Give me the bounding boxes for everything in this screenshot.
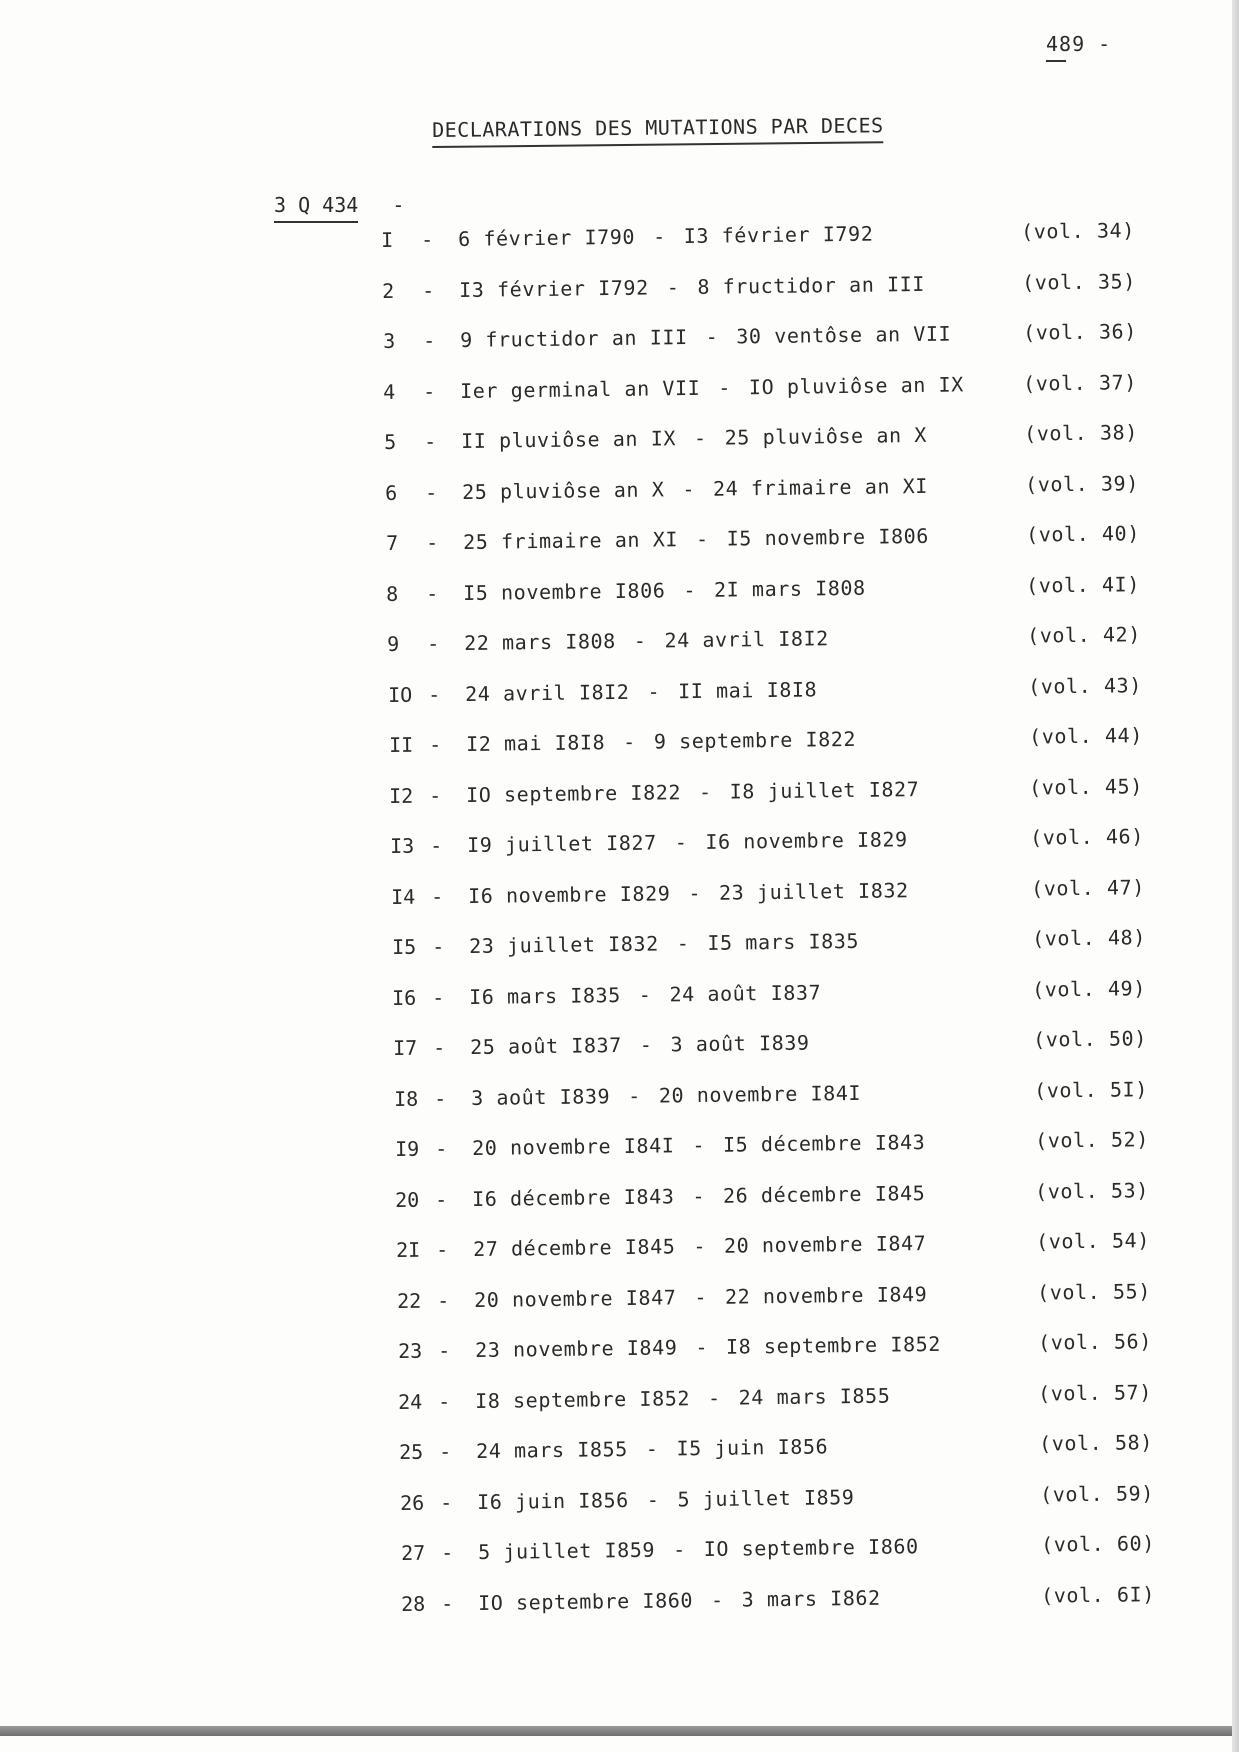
entry-volume: (vol. 49) — [1032, 975, 1147, 1002]
entry-number: 2I — [396, 1237, 421, 1262]
list-item — [394, 1076, 1174, 1116]
list-item — [393, 1026, 1173, 1066]
entry-range-dash: - — [693, 1233, 707, 1259]
entry-separator: - — [429, 782, 442, 807]
entry-number: 9 — [387, 631, 400, 656]
entry-range-dash: - — [699, 779, 713, 804]
list-item — [383, 369, 1163, 409]
entry-date-range — [464, 626, 829, 655]
entry-number: I3 — [390, 833, 415, 858]
entry-volume: (vol. 46) — [1029, 824, 1145, 850]
entry-range-dash: - — [672, 1537, 686, 1562]
entry-number: I5 — [391, 934, 416, 959]
entry-volume: (vol. 48) — [1031, 925, 1146, 951]
entry-separator: - — [423, 378, 436, 403]
entry-volume: (vol. 40) — [1025, 521, 1140, 547]
list-item — [392, 975, 1172, 1015]
list-item — [399, 1430, 1179, 1470]
entry-separator: - — [421, 277, 435, 302]
entry-number: I7 — [393, 1035, 418, 1060]
entry-end-date: I6 novembre I829 — [705, 827, 908, 854]
list-item — [388, 672, 1168, 712]
entry-date-range — [471, 1080, 861, 1109]
entry-date-range — [468, 878, 909, 908]
entry-number: 27 — [400, 1540, 425, 1565]
entry-range-dash: - — [708, 1385, 722, 1410]
entry-volume: (vol. 6I) — [1041, 1581, 1156, 1608]
entry-date-range — [463, 575, 866, 604]
entry-separator: - — [426, 580, 439, 605]
entry-number: I — [381, 227, 394, 252]
entry-separator: - — [425, 530, 438, 555]
entry-number: I8 — [393, 1086, 419, 1111]
entry-start-date: 25 pluviôse an X — [461, 476, 665, 504]
entry-start-date: 22 mars I808 — [463, 629, 616, 655]
entry-end-date: I8 septembre I852 — [725, 1331, 941, 1359]
entry-range-dash: - — [693, 1284, 707, 1309]
entry-range-dash: - — [622, 729, 636, 754]
entry-end-date: 24 août I837 — [669, 979, 822, 1006]
entry-volume: (vol. 38) — [1023, 420, 1139, 446]
list-item — [396, 1228, 1176, 1268]
entry-start-date: 25 frimaire an XI — [462, 527, 678, 554]
entry-end-date: 23 juillet I832 — [718, 877, 909, 905]
entry-volume: (vol. 44) — [1028, 723, 1143, 749]
entry-volume: (vol. 45) — [1029, 773, 1144, 800]
entry-number: I4 — [390, 884, 416, 909]
entry-range-dash: - — [692, 1183, 706, 1208]
entry-date-range — [466, 777, 919, 807]
entry-range-dash: - — [674, 830, 688, 855]
entry-end-date: 2I mars I808 — [714, 575, 867, 602]
entry-date-range — [469, 980, 821, 1009]
list-item — [398, 1329, 1178, 1369]
entry-date-range — [477, 1534, 918, 1564]
entry-end-date: 25 pluviôse an X — [724, 422, 928, 450]
entry-start-date: 23 novembre I849 — [474, 1335, 678, 1362]
entry-date-range — [478, 1585, 881, 1614]
entry-range-dash: - — [683, 577, 697, 602]
entry-range-dash: - — [627, 1083, 641, 1108]
entry-start-date: 25 août I837 — [469, 1033, 622, 1059]
entry-end-date: 3 août I839 — [670, 1030, 810, 1057]
entry-date-range — [474, 1282, 927, 1312]
entry-number: I6 — [392, 985, 417, 1010]
entry-date-range — [465, 677, 817, 706]
page-title: DECLARATIONS DES MUTATIONS PAR DECES — [432, 113, 884, 148]
entry-start-date: I5 novembre I806 — [463, 577, 666, 605]
entry-start-date: I6 mars I835 — [469, 982, 622, 1009]
entry-separator: - — [432, 984, 445, 1009]
entry-date-range — [472, 1181, 925, 1211]
list-item — [381, 218, 1161, 258]
list-item — [386, 571, 1166, 611]
entry-end-date: IO pluviôse an IX — [749, 371, 965, 399]
list-item — [392, 925, 1172, 965]
entry-end-date: 9 septembre I822 — [653, 726, 856, 754]
entry-start-date: 3 août I839 — [470, 1083, 611, 1110]
entry-end-date: I3 février I792 — [683, 221, 874, 249]
entry-start-date: I3 février I792 — [458, 275, 649, 302]
entry-start-date: IO septembre I822 — [466, 779, 682, 807]
entry-range-dash: - — [638, 982, 652, 1007]
entry-volume: (vol. 54) — [1035, 1228, 1151, 1254]
list-item — [390, 824, 1170, 864]
entry-start-date: I2 mai I8I8 — [465, 730, 605, 756]
entry-separator: - — [438, 1439, 452, 1464]
entry-start-date: 24 mars I855 — [475, 1437, 628, 1463]
series-code: 3 Q 434 — [274, 193, 358, 223]
entry-range-dash: - — [676, 931, 690, 956]
entry-separator: - — [430, 883, 444, 908]
list-item — [389, 773, 1169, 813]
entry-separator: - — [431, 934, 444, 959]
entry-date-range — [468, 929, 858, 958]
entry-separator: - — [422, 328, 435, 353]
entry-range-dash: - — [693, 425, 707, 450]
entry-date-range — [477, 1485, 855, 1514]
entry-separator: - — [436, 1287, 450, 1312]
entry-start-date: IO septembre I860 — [478, 1587, 694, 1615]
entry-number: 2 — [381, 278, 395, 303]
entry-number: II — [388, 732, 413, 757]
entry-separator: - — [427, 681, 441, 706]
entry-volume: (vol. 58) — [1038, 1430, 1154, 1456]
list-item — [386, 521, 1166, 561]
entry-range-dash: - — [639, 1032, 653, 1057]
entry-date-range — [465, 727, 855, 756]
entry-volume: (vol. 36) — [1022, 319, 1137, 345]
list-item — [400, 1480, 1180, 1520]
entry-volume: (vol. 43) — [1027, 672, 1142, 699]
entry-start-date: Ier germinal an VII — [460, 375, 701, 403]
entry-start-date: 20 novembre I847 — [473, 1284, 677, 1312]
entry-volume: (vol. 34) — [1020, 218, 1136, 244]
entry-end-date: I5 décembre I843 — [722, 1130, 925, 1157]
entry-volume: (vol. 35) — [1021, 268, 1136, 295]
entry-volume: (vol. 37) — [1023, 369, 1138, 396]
entry-date-range — [471, 1130, 924, 1160]
entry-volume: (vol. 50) — [1032, 1026, 1148, 1052]
entry-end-date: 26 décembre I845 — [723, 1180, 926, 1208]
entry-range-dash: - — [647, 678, 661, 704]
list-item — [384, 420, 1164, 460]
entry-end-date: 20 novembre I84I — [658, 1080, 862, 1108]
entry-separator: - — [437, 1338, 450, 1363]
entry-start-date: 6 février I790 — [457, 224, 636, 251]
entry-number: 5 — [384, 429, 397, 454]
list-item — [389, 723, 1169, 763]
entry-separator: - — [428, 732, 441, 757]
entry-date-range — [458, 222, 874, 251]
scan-right-edge — [1232, 0, 1239, 1752]
entry-start-date: I8 septembre I852 — [475, 1385, 691, 1413]
entry-end-date: I5 juin I856 — [676, 1434, 829, 1461]
entry-separator: - — [423, 429, 437, 454]
entry-number: 8 — [386, 581, 399, 606]
entry-number: 25 — [399, 1439, 424, 1464]
list-item — [383, 319, 1163, 359]
entry-range-dash: - — [705, 324, 718, 349]
entry-date-range — [461, 423, 927, 453]
entry-start-date: I6 novembre I829 — [467, 880, 671, 908]
entry-range-dash: - — [633, 628, 647, 653]
entry-range-dash: - — [718, 374, 732, 400]
entry-end-date: I8 juillet I827 — [729, 776, 920, 804]
entry-date-range — [473, 1231, 926, 1261]
entry-end-date: II mai I8I8 — [677, 676, 818, 703]
list-item — [401, 1531, 1181, 1571]
entry-separator: - — [429, 833, 443, 858]
entry-number: I9 — [394, 1136, 419, 1161]
entry-number: 28 — [401, 1591, 426, 1616]
entry-separator: - — [435, 1237, 449, 1262]
list-item — [385, 470, 1165, 510]
entry-date-range — [475, 1383, 891, 1412]
entry-number: 23 — [397, 1338, 422, 1363]
entry-end-date: 24 avril I8I2 — [664, 626, 829, 653]
entry-separator: - — [424, 479, 438, 504]
entry-start-date: 9 fructidor an III — [459, 325, 688, 352]
entry-range-dash: - — [687, 880, 701, 905]
entry-volume: (vol. 53) — [1035, 1177, 1150, 1204]
entry-start-date: 5 juillet I859 — [477, 1537, 655, 1564]
entry-volume: (vol. 56) — [1037, 1329, 1152, 1355]
entry-date-range — [462, 473, 928, 503]
entry-number: 24 — [398, 1389, 423, 1414]
entry-volume: (vol. 4I) — [1026, 571, 1141, 598]
entry-start-date: 20 novembre I84I — [471, 1133, 675, 1160]
entry-start-date: I9 juillet I827 — [466, 830, 657, 857]
entry-separator: - — [440, 1540, 453, 1565]
list-item — [391, 874, 1171, 914]
entry-end-date: 3 mars I862 — [741, 1585, 882, 1612]
entry-number: 22 — [396, 1288, 422, 1313]
entry-start-date: 23 juillet I832 — [468, 931, 659, 958]
entry-date-range — [474, 1332, 940, 1362]
entry-number: 7 — [385, 530, 398, 555]
entry-separator: - — [434, 1136, 447, 1161]
entry-volume: (vol. 5I) — [1033, 1076, 1148, 1103]
entry-range-dash: - — [681, 476, 695, 501]
entry-number: 20 — [395, 1187, 420, 1212]
entry-separator: - — [432, 1035, 446, 1060]
entry-separator: - — [438, 1388, 451, 1413]
entry-separator: - — [441, 1590, 454, 1615]
entry-volume: (vol. 39) — [1024, 470, 1139, 497]
page-number: 489 - — [1046, 32, 1112, 56]
entry-separator: - — [435, 1186, 448, 1211]
entry-end-date: I5 mars I835 — [706, 928, 859, 955]
entry-end-date: 20 novembre I847 — [723, 1231, 927, 1258]
entry-separator: - — [420, 227, 434, 252]
entry-start-date: I6 juin I856 — [476, 1487, 629, 1514]
entry-start-date: II pluviôse an IX — [460, 426, 677, 453]
entry-volume: (vol. 55) — [1036, 1278, 1151, 1305]
list-item — [395, 1127, 1175, 1167]
list-item — [382, 268, 1162, 308]
entry-start-date: 24 avril I8I2 — [464, 679, 630, 706]
series-dash: - — [392, 193, 405, 217]
entry-range-dash: - — [711, 1587, 725, 1612]
entry-number: 6 — [384, 480, 398, 505]
entry-end-date: 5 juillet I859 — [677, 1484, 855, 1511]
entry-start-date: I6 décembre I843 — [472, 1183, 675, 1211]
entry-volume: (vol. 57) — [1038, 1379, 1153, 1406]
entry-number: I2 — [389, 783, 414, 808]
entry-number: 4 — [383, 379, 396, 404]
entry-separator: - — [426, 631, 440, 656]
entry-range-dash: - — [652, 224, 666, 249]
entry-range-dash: - — [695, 526, 709, 551]
entry-date-range — [460, 372, 964, 403]
entry-volume: (vol. 47) — [1030, 874, 1145, 901]
list-item — [387, 622, 1167, 662]
entry-end-date: 22 novembre I849 — [724, 1281, 928, 1309]
list-item — [397, 1278, 1177, 1318]
list-item — [401, 1581, 1181, 1621]
list-item — [395, 1177, 1175, 1217]
entry-range-dash: - — [694, 1334, 708, 1360]
entry-date-range — [459, 322, 950, 352]
scan-bottom-edge — [0, 1726, 1239, 1736]
entry-date-range — [476, 1434, 828, 1463]
entry-volume: (vol. 42) — [1026, 622, 1142, 648]
entry-date-range — [462, 524, 928, 554]
entry-end-date: 30 ventôse an VII — [735, 321, 951, 349]
entry-date-range — [459, 271, 925, 301]
entry-start-date: 27 décembre I845 — [472, 1234, 676, 1261]
entry-range-dash: - — [646, 1487, 660, 1512]
entry-range-dash: - — [666, 274, 680, 299]
entry-number: IO — [387, 682, 413, 707]
entry-number: 3 — [382, 328, 395, 353]
list-item — [398, 1379, 1178, 1419]
entry-date-range — [467, 827, 908, 857]
entry-date-range — [470, 1031, 810, 1059]
entry-number: 26 — [399, 1490, 425, 1515]
entry-range-dash: - — [691, 1132, 705, 1158]
entry-volume: (vol. 52) — [1034, 1127, 1149, 1153]
entry-volume: (vol. 59) — [1039, 1480, 1154, 1507]
entry-end-date: 8 fructidor an III — [697, 271, 925, 299]
entry-end-date: I5 novembre I806 — [726, 523, 929, 551]
entry-end-date: IO septembre I860 — [703, 1534, 919, 1562]
entry-separator: - — [433, 1085, 447, 1110]
entry-separator: - — [439, 1489, 453, 1514]
entry-end-date: 24 mars I855 — [738, 1383, 891, 1410]
entry-range-dash: - — [645, 1436, 659, 1461]
entry-volume: (vol. 60) — [1040, 1531, 1155, 1557]
entry-end-date: 24 frimaire an XI — [712, 473, 928, 501]
